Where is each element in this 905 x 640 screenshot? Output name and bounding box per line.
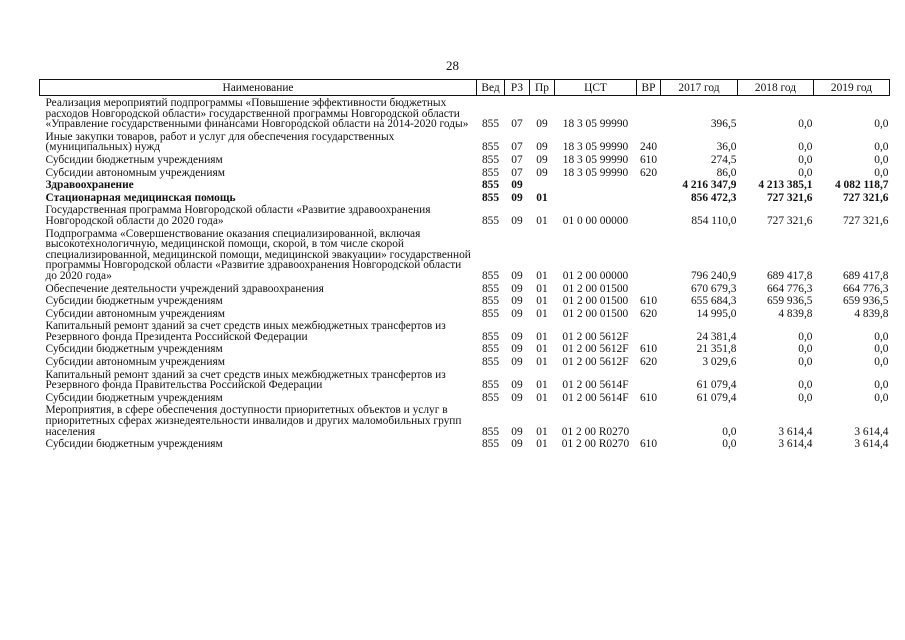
cell-2018: 3 614,4 <box>778 438 813 451</box>
cell-cst <box>555 191 637 204</box>
cell-name: Реализация мероприятий подпрограммы «Повышение эффективности бюджетных расходов Новгородской области» государственной программы Новгородской области «Управление государственными финансами Новгородской области на 2014-2020 годы» <box>45 97 469 131</box>
cell-ved: 855 <box>481 379 500 392</box>
column-header-pr: Пр <box>530 80 555 96</box>
cell-rz: 09 <box>511 282 523 295</box>
cell-pr: 01 <box>536 307 548 320</box>
table-row <box>40 368 890 391</box>
cell-2018: 0,0 <box>798 356 813 369</box>
column-header-2018: 2018 год <box>738 80 814 96</box>
cell-rz: 09 <box>511 179 523 192</box>
cell-pr: 09 <box>536 141 548 154</box>
cell-ved: 855 <box>481 118 500 131</box>
cell-ved: 855 <box>481 282 500 295</box>
table-row <box>40 96 890 130</box>
cell-2017: 274,5 <box>710 153 737 166</box>
cell-ved: 855 <box>481 343 500 356</box>
column-header-2019: 2019 год <box>814 80 890 96</box>
cell-2017: 36,0 <box>716 141 737 154</box>
table-row <box>40 294 890 307</box>
cell-cst: 18 3 05 99990 <box>562 118 629 131</box>
cell-2017: 61 079,4 <box>696 379 737 392</box>
cell-pr: 01 <box>536 191 548 204</box>
cell-pr: 01 <box>536 214 548 227</box>
cell-2018: 0,0 <box>798 379 813 392</box>
cell-ved: 855 <box>481 295 500 308</box>
cell-2019: 3 614,4 <box>854 425 889 438</box>
table-row <box>40 319 890 342</box>
table-row <box>40 403 890 437</box>
cell-cst: 01 2 00 00000 <box>562 269 629 282</box>
cell-2018: 659 936,5 <box>766 295 813 308</box>
cell-vr: 610 <box>639 295 658 308</box>
cell-cst: 01 0 00 00000 <box>562 214 629 227</box>
cell-rz: 07 <box>511 141 523 154</box>
cell-pr: 09 <box>536 153 548 166</box>
cell-name: Капитальный ремонт зданий за счет средств иных межбюджетных трансфертов из Резервного фонда Президента Российской Федерации <box>45 320 446 343</box>
table-header <box>40 80 890 96</box>
cell-2019: 0,0 <box>874 379 889 392</box>
cell-2019: 0,0 <box>874 141 889 154</box>
cell-vr <box>637 368 661 391</box>
column-header-ved: Вед <box>477 80 505 96</box>
cell-2019: 689 417,8 <box>842 269 889 282</box>
cell-vr: 610 <box>639 153 658 166</box>
cell-rz: 09 <box>511 343 523 356</box>
cell-pr: 01 <box>536 425 548 438</box>
cell-ved: 855 <box>481 391 500 404</box>
cell-2018: 0,0 <box>798 330 813 343</box>
cell-rz: 09 <box>511 425 523 438</box>
table-row <box>40 307 890 320</box>
cell-2018: 664 776,3 <box>766 282 813 295</box>
cell-rz: 09 <box>511 330 523 343</box>
column-header-cst: ЦСТ <box>555 80 637 96</box>
cell-rz: 09 <box>511 391 523 404</box>
cell-2017: 796 240,9 <box>690 269 737 282</box>
cell-rz: 09 <box>511 307 523 320</box>
cell-2017: 856 472,3 <box>690 191 737 204</box>
cell-pr: 09 <box>536 118 548 131</box>
cell-2019: 0,0 <box>874 330 889 343</box>
cell-vr: 620 <box>639 356 658 369</box>
table-row <box>40 342 890 355</box>
cell-vr: 620 <box>639 307 658 320</box>
cell-cst: 01 2 00 5614F <box>562 391 629 404</box>
cell-cst: 01 2 00 5612F <box>562 356 629 369</box>
cell-ved: 855 <box>481 141 500 154</box>
cell-name: Мероприятия, в сфере обеспечения доступности приоритетных объектов и услуг в приоритетных сферах жизнедеятельности инвалидов и других маломобильных групп населения <box>45 404 462 438</box>
cell-rz: 09 <box>511 269 523 282</box>
cell-pr: 01 <box>536 379 548 392</box>
cell-rz: 09 <box>511 438 523 451</box>
cell-pr: 01 <box>536 391 548 404</box>
cell-2019: 664 776,3 <box>842 282 889 295</box>
cell-rz: 09 <box>511 379 523 392</box>
cell-ved: 855 <box>481 191 500 204</box>
cell-name: Иные закупки товаров, работ и услуг для обеспечения государственных (муниципальных) нужд <box>45 130 395 154</box>
cell-vr <box>637 227 661 282</box>
table-row <box>40 391 890 404</box>
cell-vr: 610 <box>639 438 658 451</box>
cell-ved: 855 <box>481 214 500 227</box>
cell-2017: 0,0 <box>722 438 737 451</box>
cell-vr: 240 <box>639 141 658 154</box>
cell-2019: 3 614,4 <box>854 438 889 451</box>
cell-name: Субсидии бюджетным учреждениям <box>45 438 223 451</box>
cell-vr <box>637 178 661 191</box>
cell-ved: 855 <box>481 153 500 166</box>
cell-name: Здравоохранение <box>45 179 134 192</box>
cell-name: Субсидии автономным учреждениям <box>45 166 225 179</box>
cell-rz: 09 <box>511 214 523 227</box>
cell-2017: 21 351,8 <box>696 343 737 356</box>
column-header-vr: ВР <box>637 80 661 96</box>
cell-name: Обеспечение деятельности учреждений здравоохранения <box>45 282 324 295</box>
cell-name: Государственная программа Новгородской области «Развитие здравоохранения Новгородской области до 2020 года» <box>45 204 431 227</box>
cell-2018: 0,0 <box>798 343 813 356</box>
cell-2017: 396,5 <box>710 118 737 131</box>
cell-rz: 07 <box>511 153 523 166</box>
cell-ved: 855 <box>481 179 500 192</box>
cell-2018: 4 213 385,1 <box>758 179 813 192</box>
table-row <box>40 355 890 368</box>
cell-cst: 01 2 00 5612F <box>562 330 629 343</box>
table-row <box>40 178 890 191</box>
table-row <box>40 130 890 153</box>
budget-table <box>39 79 890 450</box>
cell-2019: 727 321,6 <box>842 214 889 227</box>
cell-2017: 4 216 347,9 <box>682 179 737 192</box>
cell-pr <box>530 178 555 191</box>
cell-rz: 07 <box>511 166 523 179</box>
cell-vr: 620 <box>639 166 658 179</box>
cell-ved: 855 <box>481 269 500 282</box>
cell-rz: 09 <box>511 295 523 308</box>
cell-2018: 3 614,4 <box>778 425 813 438</box>
cell-ved: 855 <box>481 330 500 343</box>
cell-pr: 01 <box>536 438 548 451</box>
column-header-name: Наименование <box>40 80 477 96</box>
cell-2017: 24 381,4 <box>696 330 737 343</box>
cell-2019: 659 936,5 <box>842 295 889 308</box>
cell-cst: 01 2 00 01500 <box>562 295 629 308</box>
cell-pr: 09 <box>536 166 548 179</box>
cell-2018: 0,0 <box>798 391 813 404</box>
cell-2018: 0,0 <box>798 153 813 166</box>
cell-cst: 01 2 00 5614F <box>562 379 629 392</box>
table-row <box>40 437 890 450</box>
cell-pr: 01 <box>536 282 548 295</box>
cell-2017: 854 110,0 <box>691 214 737 227</box>
cell-2017: 61 079,4 <box>696 391 737 404</box>
cell-cst: 18 3 05 99990 <box>562 153 629 166</box>
column-header-rz: РЗ <box>505 80 530 96</box>
cell-2019: 0,0 <box>874 356 889 369</box>
cell-2019: 4 082 118,7 <box>835 179 889 192</box>
cell-vr: 610 <box>639 391 658 404</box>
cell-name: Субсидии бюджетным учреждениям <box>45 343 223 356</box>
cell-cst: 01 2 00 R0270 <box>561 438 630 451</box>
cell-pr: 01 <box>536 295 548 308</box>
cell-2017: 86,0 <box>716 166 737 179</box>
cell-pr: 01 <box>536 330 548 343</box>
cell-2018: 727 321,6 <box>766 214 813 227</box>
cell-ved: 855 <box>481 307 500 320</box>
cell-cst: 18 3 05 99990 <box>562 141 629 154</box>
cell-vr <box>637 282 661 295</box>
cell-2019: 0,0 <box>874 166 889 179</box>
cell-ved: 855 <box>481 425 500 438</box>
cell-cst <box>555 178 637 191</box>
cell-cst: 18 3 05 99990 <box>562 166 629 179</box>
cell-name: Капитальный ремонт зданий за счет средств иных межбюджетных трансфертов из Резервного фонда Правительства Российской Федерации <box>45 368 446 392</box>
cell-vr <box>637 191 661 204</box>
cell-2019: 4 839,8 <box>854 307 889 320</box>
column-header-2017: 2017 год <box>661 80 738 96</box>
cell-2019: 0,0 <box>874 343 889 356</box>
cell-pr: 01 <box>536 343 548 356</box>
cell-2018: 0,0 <box>798 166 813 179</box>
cell-pr: 01 <box>536 269 548 282</box>
cell-2017: 0,0 <box>722 425 737 438</box>
cell-ved: 855 <box>481 166 500 179</box>
cell-name: Субсидии автономным учреждениям <box>45 307 225 320</box>
table-row <box>40 227 890 282</box>
cell-2018: 727 321,6 <box>766 191 813 204</box>
cell-rz: 09 <box>511 191 523 204</box>
table-row <box>40 166 890 179</box>
cell-2019: 0,0 <box>874 153 889 166</box>
cell-name: Субсидии бюджетным учреждениям <box>45 295 223 308</box>
table-body <box>40 96 890 450</box>
cell-name: Субсидии автономным учреждениям <box>45 356 225 369</box>
cell-cst: 01 2 00 01500 <box>562 282 629 295</box>
cell-rz: 07 <box>511 118 523 131</box>
cell-vr: 610 <box>639 343 658 356</box>
cell-2019: 0,0 <box>874 391 889 404</box>
cell-ved: 855 <box>481 438 500 451</box>
cell-2018: 0,0 <box>798 118 813 131</box>
cell-name: Стационарная медицинская помощь <box>45 191 236 204</box>
cell-vr <box>637 203 661 226</box>
table-row <box>40 191 890 204</box>
cell-2018: 0,0 <box>798 141 813 154</box>
cell-pr: 01 <box>536 356 548 369</box>
cell-vr <box>637 319 661 342</box>
table-row <box>40 282 890 295</box>
cell-2018: 4 839,8 <box>778 307 813 320</box>
cell-cst: 01 2 00 R0270 <box>561 425 630 438</box>
cell-rz: 09 <box>511 356 523 369</box>
page-number: 28 <box>446 58 459 73</box>
cell-cst: 01 2 00 01500 <box>562 307 629 320</box>
cell-vr <box>637 96 661 130</box>
cell-name: Субсидии бюджетным учреждениям <box>45 153 223 166</box>
cell-name: Субсидии бюджетным учреждениям <box>45 391 223 404</box>
cell-name: Подпрограмма «Совершенствование оказания специализированной, включая высокотехнологичную, медицинской помощи, скорой, в том числе скорой специализированной, медицинской помощи, медицинской эвакуации» государственной программы Новгородской области «Развитие здравоохранения Новгородской области до 2020 года» <box>45 227 471 282</box>
cell-2018: 689 417,8 <box>766 269 813 282</box>
cell-cst: 01 2 00 5612F <box>562 343 629 356</box>
table-row <box>40 153 890 166</box>
cell-vr <box>637 403 661 437</box>
cell-ved: 855 <box>481 356 500 369</box>
cell-2019: 727 321,6 <box>842 191 889 204</box>
cell-2017: 3 029,6 <box>702 356 737 369</box>
cell-2019: 0,0 <box>874 118 889 131</box>
table-row <box>40 203 890 226</box>
cell-2017: 670 679,3 <box>690 282 737 295</box>
cell-2017: 14 995,0 <box>696 307 737 320</box>
cell-2017: 655 684,3 <box>690 295 737 308</box>
